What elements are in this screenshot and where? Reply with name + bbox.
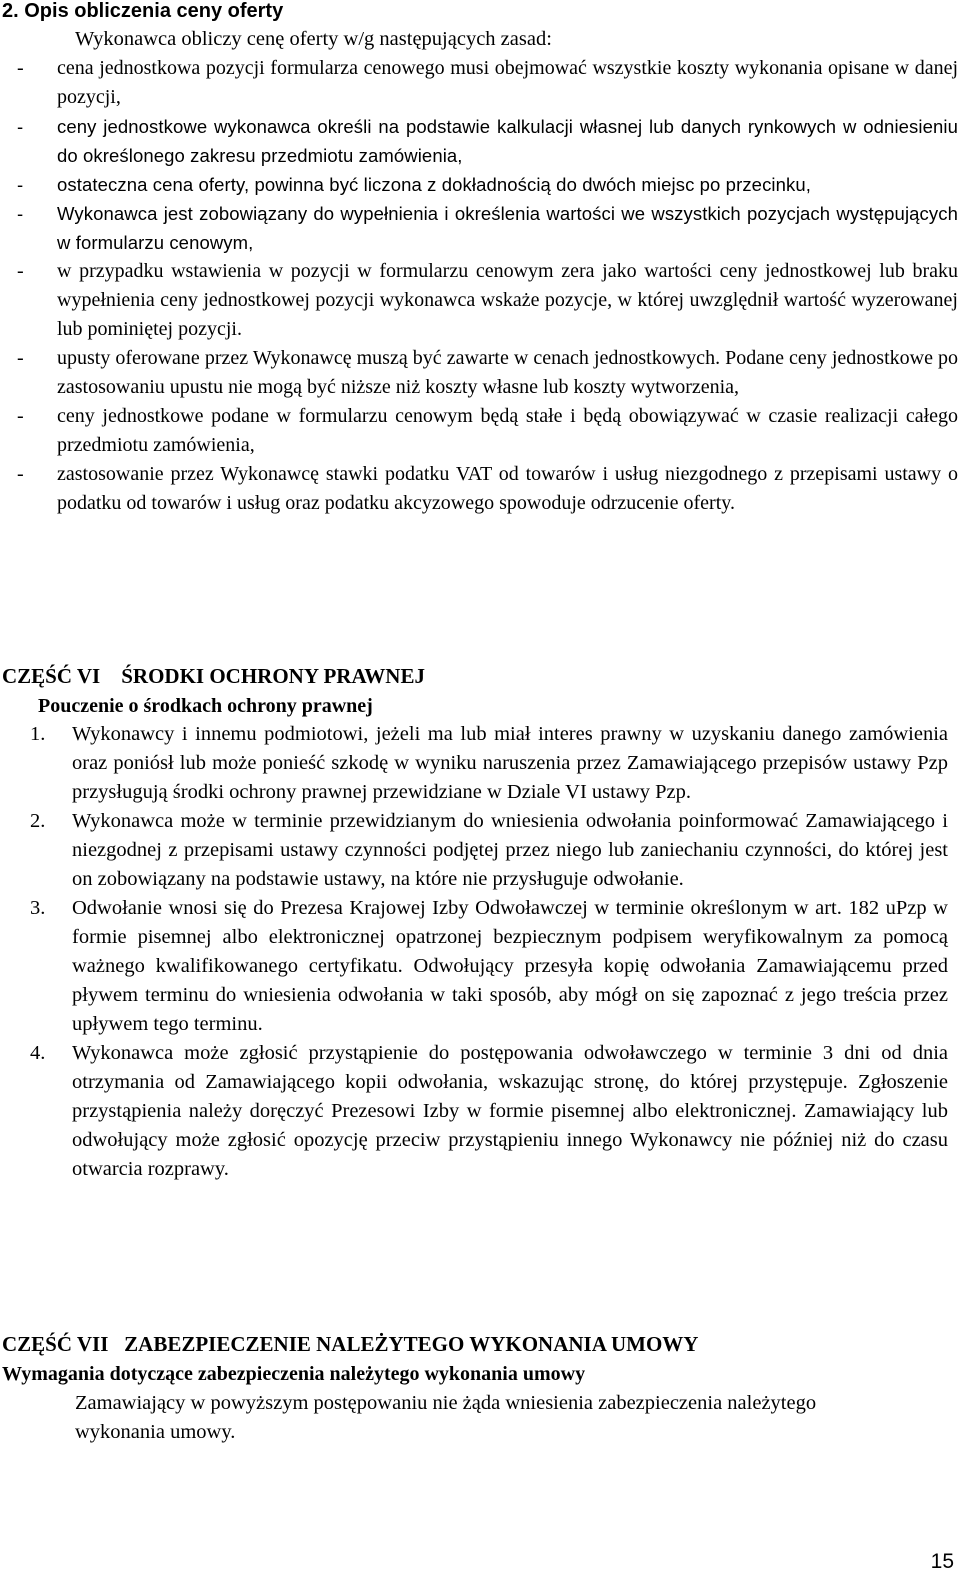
list-item bbox=[0, 344, 958, 402]
dash-marker: - bbox=[17, 405, 24, 427]
list-item-text: Wykonawca jest zobowiązany do wypełnienia i określenia wartości we wszystkich pozycjach występujących w formularzu cenowym, bbox=[57, 203, 958, 253]
page-number: 15 bbox=[930, 1550, 954, 1573]
item-number: 1. bbox=[30, 723, 46, 745]
list-item bbox=[0, 112, 958, 170]
list-item-text: ostateczna cena oferty, powinna być liczona z dokładnością do dwóch miejsc po przecinku, bbox=[57, 174, 812, 195]
list-item-text: w przypadku wstawienia w pozycji w formularzu cenowym zera jako wartości ceny jednostkowej lub braku wypełnienia ceny jednostkowej pozycji wykonawca wskaże pozycje, w której uwzględnił wartość wyzerowanej lub pominiętej pozycji. bbox=[57, 260, 958, 340]
legal-remedies-list bbox=[0, 720, 948, 1184]
section-heading: 2. Opis obliczenia ceny oferty bbox=[2, 0, 284, 22]
dash-marker: - bbox=[17, 203, 24, 224]
list-item bbox=[0, 720, 948, 807]
list-item-text: Wykonawca może zgłosić przystąpienie do postępowania odwoławczego w terminie 3 dni od dnia otrzymania od Zamawiającego kopii odwołania, wskazując stronę, do której przystępuje. Zgłoszenie przystąpienia należy doręczyć Prezesowi Izby w formie pisemnej albo elektronicznej. Zamawiający lub odwołujący może zgłosić opozycję przeciw przystąpieniu innego Wykonawcy nie później niż do czasu otwarcia rozprawy. bbox=[72, 1042, 948, 1180]
list-item-text: Wykonawca może w terminie przewidzianym do wniesienia odwołania poinformować Zamawiającego i niezgodnej z przepisami ustawy czynności podjętej przez niego lub zaniechaniu czynności, do której jest on zobowiązany na podstawie ustawy, na które nie przysługuje odwołanie. bbox=[72, 810, 948, 890]
part-heading: CZĘŚĆ VII ZABEZPIECZENIE NALEŻYTEGO WYKONANIA UMOWY bbox=[2, 1332, 699, 1356]
list-item-text: ceny jednostkowe podane w formularzu cenowym będą stałe i będą obowiązywać w czasie realizacji całego przedmiotu zamówienia, bbox=[57, 405, 958, 456]
dash-marker: - bbox=[17, 116, 24, 137]
item-number: 4. bbox=[30, 1042, 46, 1064]
list-item-text: upusty oferowane przez Wykonawcę muszą być zawarte w cenach jednostkowych. Podane ceny jednostkowe po zastosowaniu upustu nie mogą być niższe niż koszty własne lub koszty wytworzenia, bbox=[57, 347, 958, 398]
list-item bbox=[0, 257, 958, 344]
dash-marker: - bbox=[17, 463, 24, 485]
paragraph: Zamawiający w powyższym postępowaniu nie żąda wniesienia zabezpieczenia należytego wykonania umowy. bbox=[75, 1392, 817, 1443]
dash-marker: - bbox=[17, 57, 24, 79]
list-item bbox=[0, 894, 948, 1039]
list-item bbox=[0, 199, 958, 257]
pricing-rules-list bbox=[0, 54, 958, 518]
item-number: 3. bbox=[30, 897, 46, 919]
list-item-text: Odwołanie wnosi się do Prezesa Krajowej Izby Odwoławczej w terminie określonym w art. 182 uPzp w formie pisemnej albo elektronicznej opatrzonej bezpiecznym podpisem weryfikowalnym za pomocą ważnego kwalifikowanego certyfikatu. Odwołujący przesyła kopię odwołania Zamawiającemu przed pływem terminu do wniesienia odwołania w taki sposób, aby mógł on się zapoznać z jego treścia przez upływem tego terminu. bbox=[72, 897, 948, 1035]
item-number: 2. bbox=[30, 810, 46, 832]
list-item-text: cena jednostkowa pozycji formularza cenowego musi obejmować wszystkie koszty wykonania opisane w danej pozycji, bbox=[57, 57, 958, 108]
list-item bbox=[0, 807, 948, 894]
dash-marker: - bbox=[17, 260, 24, 282]
dash-marker: - bbox=[17, 174, 24, 195]
list-item bbox=[0, 54, 958, 112]
part-subheading: Pouczenie o środkach ochrony prawnej bbox=[38, 695, 373, 717]
list-item-text: ceny jednostkowe wykonawca określi na podstawie kalkulacji własnej lub danych rynkowych w odniesieniu do określonego zakresu przedmiotu zamówienia, bbox=[57, 116, 958, 166]
list-item bbox=[0, 1039, 948, 1184]
part-heading: CZĘŚĆ VI ŚRODKI OCHRONY PRAWNEJ bbox=[2, 664, 425, 688]
list-item bbox=[0, 460, 958, 518]
dash-marker: - bbox=[17, 347, 24, 369]
list-item-text: Wykonawcy i innemu podmiotowi, jeżeli ma lub miał interes prawny w uzyskaniu danego zamówienia oraz poniósł lub może ponieść szkodę w wyniku naruszenia przez Zamawiającego przepisów ustawy Pzp przysługują środki ochrony prawnej przewidziane w Dziale VI ustawy Pzp. bbox=[72, 723, 948, 803]
list-item-text: zastosowanie przez Wykonawcę stawki podatku VAT od towarów i usług niezgodnego z przepisami ustawy o podatku od towarów i usług oraz podatku akcyzowego spowoduje odrzucenie oferty. bbox=[57, 463, 958, 514]
list-item bbox=[0, 402, 958, 460]
section-intro: Wykonawca obliczy cenę oferty w/g następujących zasad: bbox=[75, 28, 552, 50]
part-subheading: Wymagania dotyczące zabezpieczenia należytego wykonania umowy bbox=[2, 1363, 586, 1385]
list-item bbox=[0, 170, 958, 199]
